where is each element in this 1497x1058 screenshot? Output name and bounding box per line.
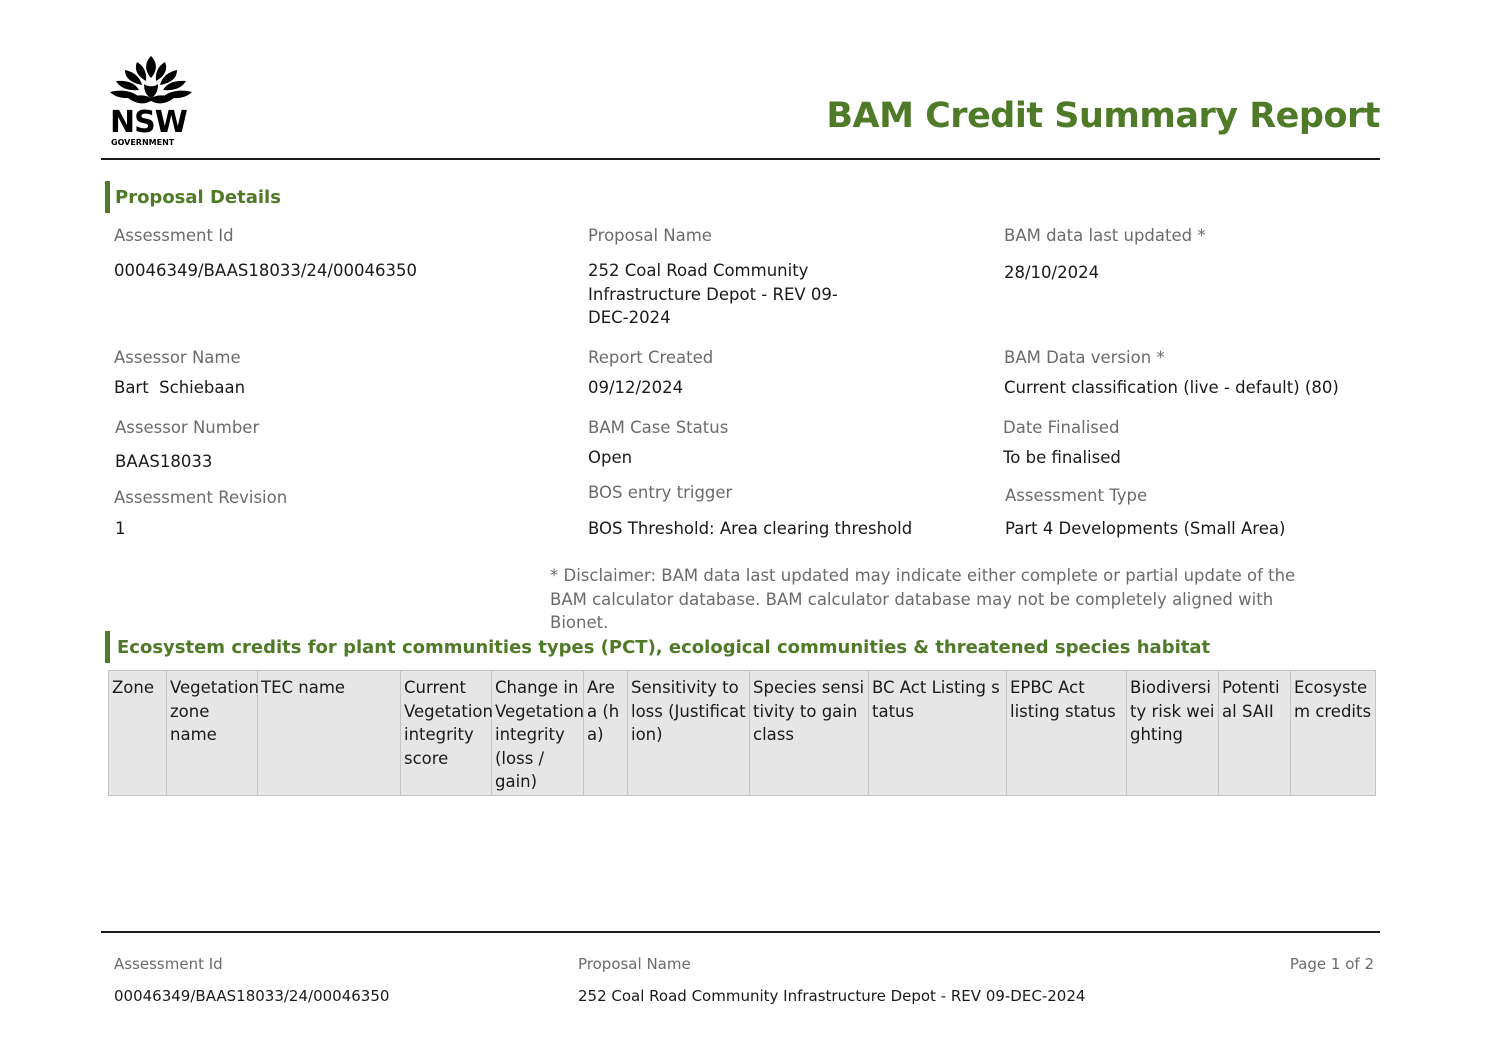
disclaimer-note: * Disclaimer: BAM data last updated may indicate either complete or partial update of the BAM calculator database. BAM calculator database may not be completely aligned with Bionet. [550,566,1296,632]
bam-case-status-label: BAM Case Status [588,418,729,437]
bam-case-status-value: Open [588,448,633,467]
logo-wordmark: NSW [110,105,187,140]
ecosystem-credits-table [108,670,1376,796]
bam-data-version-label: BAM Data version * [1004,348,1165,367]
assessment-id-label: Assessment Id [114,226,234,245]
bam-data-last-updated-label: BAM data last updated * [1004,226,1206,245]
assessment-id-value: 00046349/BAAS18033/24/00046350 [114,261,417,280]
assessor-number-value: BAAS18033 [115,452,213,471]
column-header: TEC name [258,671,401,796]
page-number: Page 1 of 2 [1289,955,1374,973]
footer-divider [101,931,1380,933]
footer-assessment-id-value: 00046349/BAAS18033/24/00046350 [114,987,390,1005]
column-header: Zone [109,671,167,796]
proposal-name-line: Infrastructure Depot - REV 09- [588,284,838,304]
bam-data-version-value: Current classification (live - default) (80) [1004,378,1339,397]
ecosystem-credits-heading: Ecosystem credits for plant communities types (PCT), ecological communities & threatened species habitat [117,637,1211,658]
waratah-icon [106,54,196,110]
column-header: Vegetation zone name [167,671,258,796]
column-header: Ecosystem credits [1291,671,1376,796]
assessment-revision-value: 1 [115,519,126,538]
section-accent-bar [105,631,110,663]
logo-subtext: GOVERNMENT [111,138,175,147]
assessment-type-value: Part 4 Developments (Small Area) [1005,519,1286,538]
column-header: EPBC Act listing status [1007,671,1127,796]
column-header: Current Vegetation integrity score [401,671,492,796]
column-header: Potential SAII [1219,671,1291,796]
section-accent-bar [105,181,110,213]
proposal-name-value [588,259,838,330]
date-finalised-label: Date Finalised [1003,418,1120,437]
assessment-type-label: Assessment Type [1005,486,1148,505]
column-header: BC Act Listing status [869,671,1007,796]
report-created-label: Report Created [588,348,714,367]
date-finalised-value: To be finalised [1003,448,1121,467]
column-header: Sensitivity to loss (Justification) [628,671,750,796]
footer-proposal-name-label: Proposal Name [578,955,691,973]
proposal-details-heading: Proposal Details [115,187,281,208]
bam-data-last-updated-value: 28/10/2024 [1004,263,1100,282]
table-header-row [109,671,1376,796]
assessor-number-label: Assessor Number [115,418,260,437]
bos-entry-trigger-label: BOS entry trigger [588,483,733,502]
header-divider [101,158,1380,160]
assessor-name-value: Bart Schiebaan [114,378,246,397]
proposal-name-label: Proposal Name [588,226,712,245]
footer-proposal-name-value: 252 Coal Road Community Infrastructure Depot - REV 09-DEC-2024 [578,987,1086,1005]
column-header: Change in Vegetation integrity (loss / gain) [492,671,584,796]
footer-assessment-id-label: Assessment Id [114,955,223,973]
column-header: Species sensitivity to gain class [750,671,869,796]
proposal-name-line: 252 Coal Road Community [588,261,809,280]
column-header: Area (ha) [584,671,628,796]
nsw-government-logo [106,54,196,150]
report-title: BAM Credit Summary Report [826,96,1380,136]
proposal-name-line: DEC-2024 [588,308,671,327]
assessor-name-label: Assessor Name [114,348,241,367]
report-created-value: 09/12/2024 [588,378,684,397]
bos-entry-trigger-value: BOS Threshold: Area clearing threshold [588,519,913,538]
column-header: Biodiversity risk weighting [1127,671,1219,796]
assessment-revision-label: Assessment Revision [114,488,288,507]
